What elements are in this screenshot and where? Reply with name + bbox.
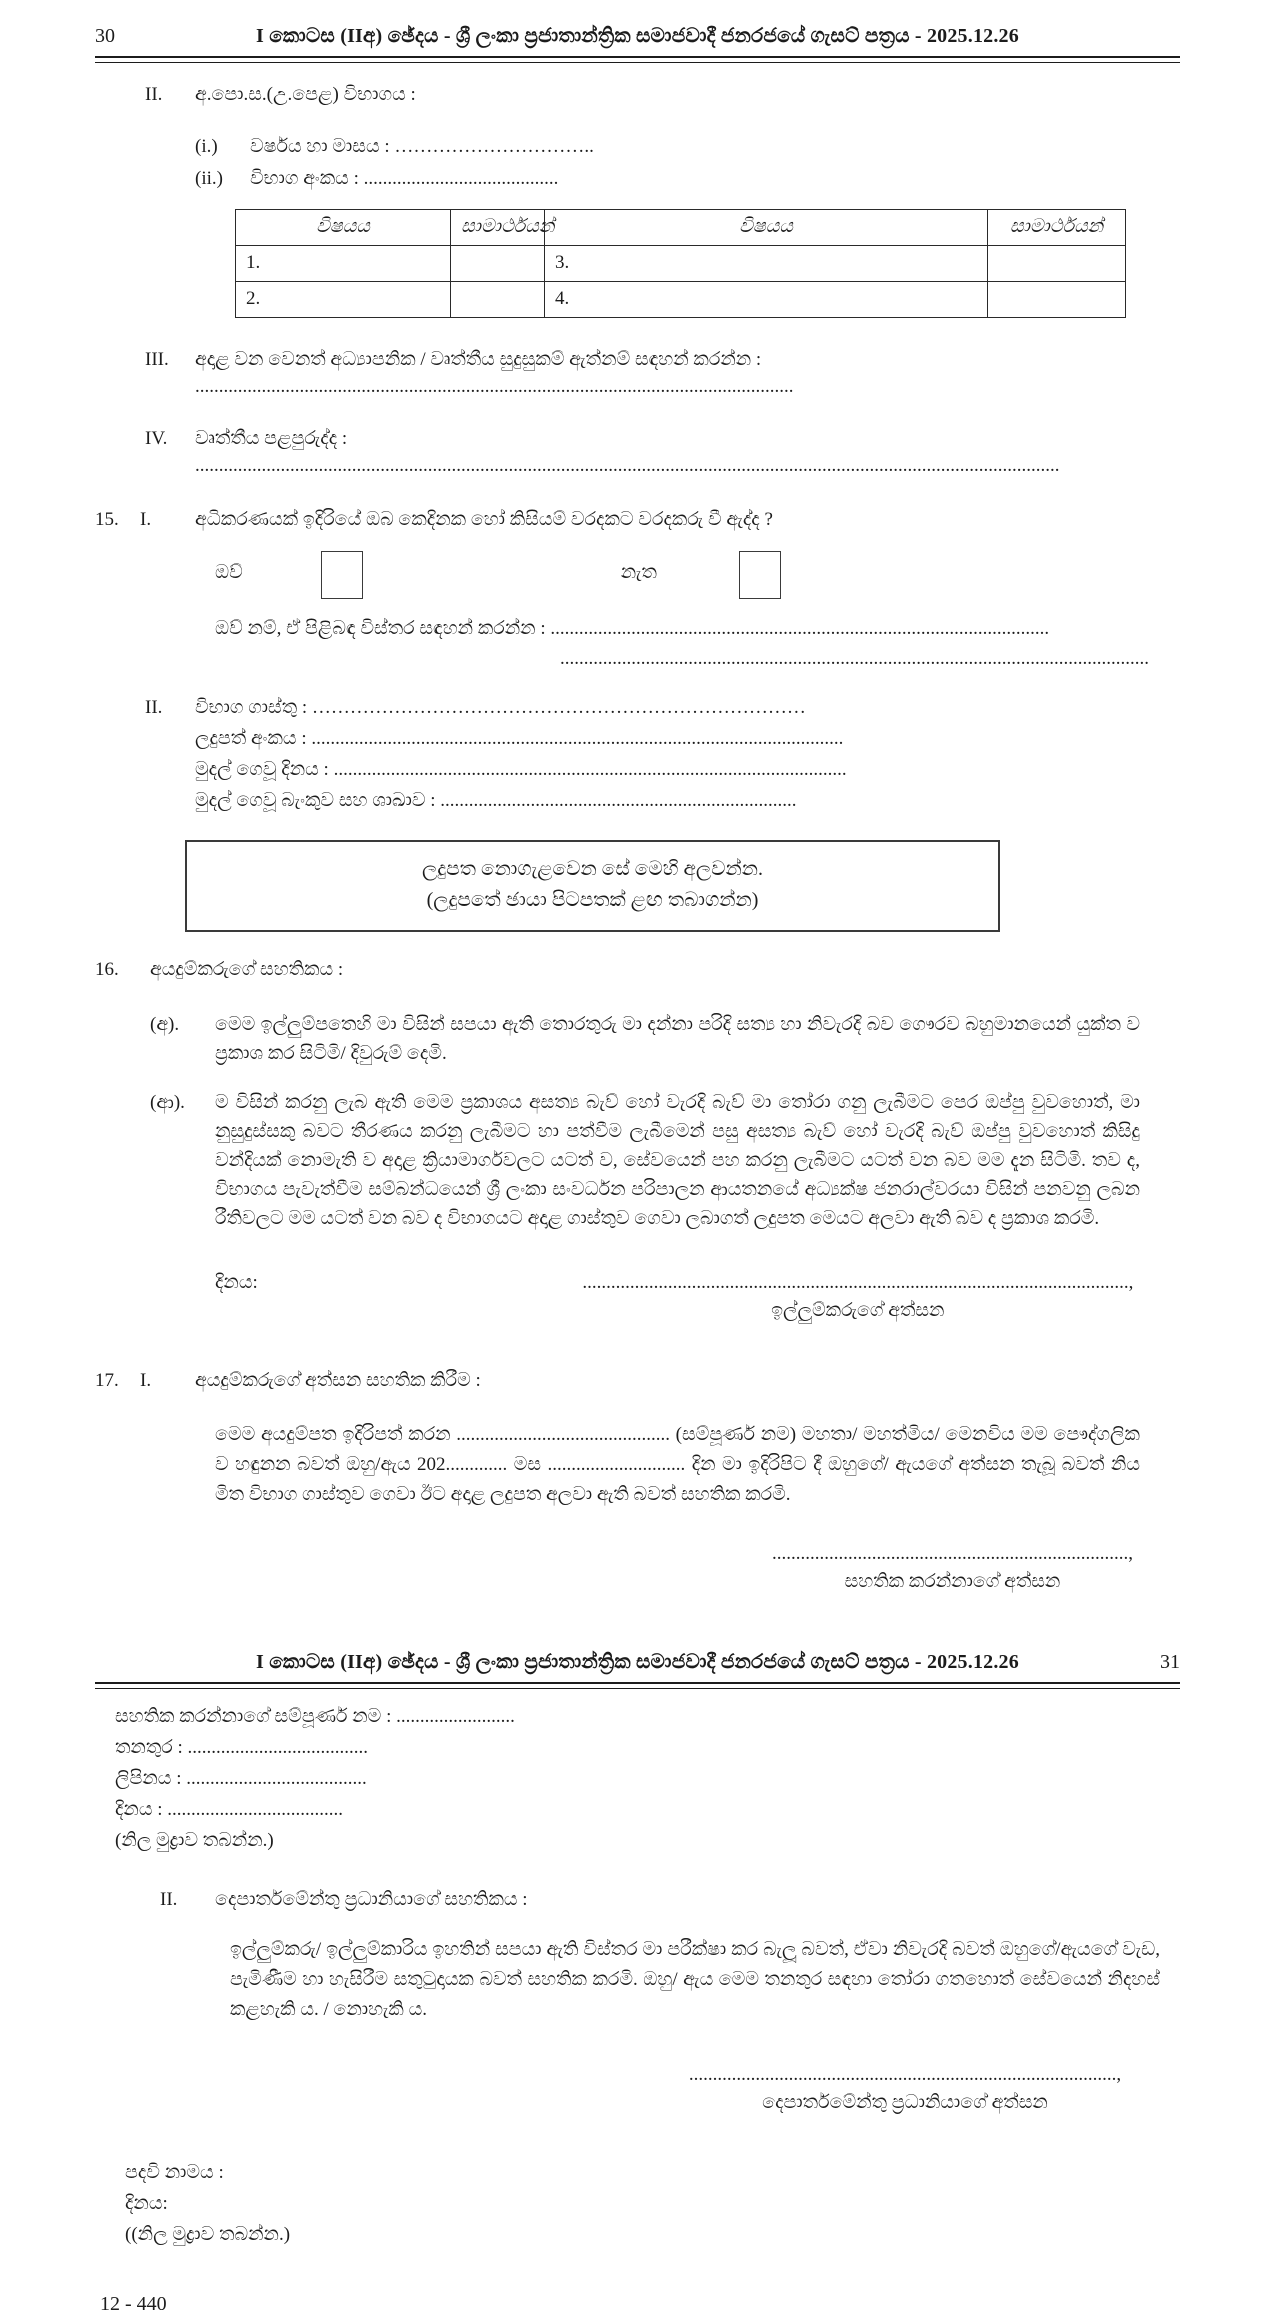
convicted-question: අධිකරණයක් ඉදිරියේ ඔබ කෙදිනක හෝ කිසියම් වරදකට වරදකරු වී ඇද්ද ?	[195, 508, 773, 530]
section-16-numeral: 16.	[95, 959, 119, 981]
page1-header	[95, 22, 1180, 51]
section-15-ii-numeral: II.	[145, 697, 163, 719]
payment-date-field: මුදල් ගෙවූ දිනය : ............................................................................................................	[195, 759, 847, 781]
cell-subject-1: 1.	[236, 245, 451, 281]
applicant-signature-line: ...................................................................................................................,	[582, 1272, 1134, 1294]
clause-a	[95, 1010, 1180, 1068]
payment-lines	[195, 692, 1180, 816]
section-17-heading	[95, 1367, 1180, 1395]
section-2-heading	[95, 81, 1180, 109]
gazette-reference-number: 12 - 440	[100, 2292, 167, 2315]
dept-seal-note: ((නිල මුද්‍රාව තබන්න.)	[125, 2223, 291, 2245]
clause-b	[95, 1088, 1180, 1233]
col-grade-2: සාමාර්ථයන්	[988, 209, 1126, 245]
official-seal-note: (නිල මුද්‍රාව තබන්න.)	[115, 1829, 274, 1851]
header2-rule	[95, 1682, 1180, 1689]
applicant-certificate-title: අයදුම්කරුගේ සහතිකය :	[150, 959, 344, 981]
section-2-numeral: II.	[145, 84, 163, 105]
col-subject-1: විෂයය	[236, 209, 451, 245]
designation-label: පදවි නාමය :	[125, 2161, 224, 2183]
section-17-i-numeral: I.	[140, 1369, 152, 1391]
applicant-signature-row	[95, 1269, 1180, 1325]
table-row	[236, 281, 1126, 317]
attestor-signature-line: ...........................................................................,	[772, 1543, 1133, 1565]
dept-head-certificate-title: දෙපාර්තමේන්තු ප්‍රධානියාගේ සහතිකය :	[215, 1888, 528, 1910]
paste-box-line1: ලදුපත නොගැළවෙන සේ මෙහි අලවන්න.	[422, 858, 763, 881]
section-4	[95, 425, 1180, 480]
item-ii-label: (ii.)	[195, 168, 223, 190]
professional-experience-field: වෘත්තීය පළපුරුද්ද : ......................................................................................................................................................................................	[195, 427, 1060, 477]
subjects-results-table	[235, 209, 1126, 318]
section-15-i-numeral: I.	[140, 508, 152, 530]
applicant-signature-block	[578, 1271, 1138, 1325]
dept-head-signature-block	[640, 2063, 1170, 2117]
dept-section-numeral: II.	[160, 1888, 178, 1910]
gazette-title-page1: I කොටස (IIඅ) ඡේදය - ශ්‍රී ලංකා ප්‍රජාතාන්ත්‍රික සමාජවාදී ජනරජයේ ගැසට් පත්‍රය - 2025.12.26	[256, 25, 1019, 47]
section-15-numeral: 15.	[95, 508, 119, 530]
section-4-numeral: IV.	[145, 427, 168, 449]
clause-a-label: (අ).	[150, 1014, 180, 1036]
section-3-numeral: III.	[145, 348, 169, 370]
cell-grade-3	[988, 245, 1126, 281]
item-i-label: (i.)	[195, 135, 218, 157]
table-row	[236, 245, 1126, 281]
section-2-title: අ.පො.ස.(උ.පෙළ) විභාගය :	[195, 84, 416, 105]
exam-fee-field: විභාග ගාස්තු : ……………………………………………………………………	[195, 697, 806, 719]
section-3	[95, 346, 1180, 401]
dept-footer-lines	[125, 2157, 1180, 2250]
section-15-ii	[95, 692, 1180, 816]
dept-head-paragraph: ඉල්ලුම්කරු/ ඉල්ලුම්කාරිය ඉහතින් සපයා ඇති විස්තර මා පරීක්ෂා කර බැලූ බවත්, ඒවා නිවැරදි බවත් ඔහුගේ/ඇයගේ වැඩ, පැමිණීම හා හැසිරීම සතුටුදායක බවත් සහතික කරමි. ඔහු/ ඇය මෙම තනතුර සඳහා තෝරා ගතහොත් සේවයෙන් නිදහස් කළහැකි ය. / නොහැකි ය.	[230, 1939, 1160, 2021]
details-if-yes-field-2: ............................................................................................................................	[560, 647, 1149, 669]
yes-label: ඔව්	[215, 562, 243, 584]
no-label: නැත	[620, 562, 657, 584]
details-if-yes-field: ඔව් නම්, ඒ පිළිබඳ විස්තර සඳහන් කරන්න : .........................................................................................................	[215, 618, 1050, 640]
attestor-signature-block	[715, 1542, 1190, 1596]
header1-rule	[95, 56, 1180, 63]
gazette-title-page2: I කොටස (IIඅ) ඡේදය - ශ්‍රී ලංකා ප්‍රජාතාන්ත්‍රික සමාජවාදී ජනරජයේ ගැසට් පත්‍රය - 2025.12.26	[256, 1650, 1019, 1673]
clause-b-text: ම විසින් කරනු ලැබ ඇති මෙම ප්‍රකාශය අසත්‍ය බැව් හෝ වැරදි බැව් මා තෝරා ගනු ලැබීමට පෙර ඔප්පු වුවහොත්, මා නුසුදුස්සකු බවට තීරණය කරනු ලැබීමට හා පත්වීම ලැබීමෙන් පසු අසත්‍ය බැව් හෝ වැරදි බැව් ඔප්පු වුවහොත් කිසිදු වන්දියක් නොමැති ව අදාළ ක්‍රියාමාර්ගවලට යටත් ව, සේවයෙන් පහ කරනු ලැබීමට යටත් වන බව මම දැන සිටිමි. තව ද, විභාගය පැවැත්වීම සම්බන්ධයෙන් ශ්‍රී ලංකා සංවර්ධන පරිපාලන ආයතනයේ අධ්‍යක්ෂ ජනරාල්වරයා විසින් පනවනු ලබන රීතිවලට මම යටත් වන බව ද විභාගයට අදාළ ගාස්තුව ගෙවා ලබාගත් ලදුපත මෙයට අලවා ඇති බව ද ප්‍රකාශ කරමි.	[215, 1092, 1140, 1230]
certifier-details	[115, 1701, 1180, 1856]
page2-number: 31	[1160, 1650, 1180, 1673]
clause-a-text: මෙම ඉල්ලුම්පතෙහි මා විසින් සපයා ඇති තොරතුරු මා දන්නා පරිදි සත්‍ය හා නිවැරදි බව ගෞරව බහුමානයෙන් යුක්ත ව ප්‍රකාශ කර සිටිමි/ දිවුරුම් දෙමි.	[215, 1014, 1140, 1065]
certifier-post-field: තනතුර : ......................................	[115, 1736, 369, 1758]
attestation-title: අයදුම්කරුගේ අත්සන සහතික කිරීම :	[195, 1369, 481, 1391]
cell-subject-2: 2.	[236, 281, 451, 317]
dept-date-label: දිනය:	[125, 2192, 168, 2214]
section-15-heading	[95, 506, 1180, 534]
exam-number-field: විභාග අංකය : .........................................	[250, 168, 559, 190]
receipt-number-field: ලදුපත් අංකය : ................................................................................................................	[195, 728, 844, 750]
col-grade-1: සාමාර්ථයන්	[451, 209, 545, 245]
no-checkbox[interactable]	[739, 551, 781, 599]
dept-head-signature-caption: දෙපාර්තමේන්තු ප්‍රධානියාගේ අත්සන	[762, 2092, 1048, 2114]
certifier-address-field: ලිපිනය : ......................................	[115, 1767, 367, 1789]
certifier-date-field: දිනය : .....................................	[115, 1798, 344, 1820]
cell-subject-3: 3.	[545, 245, 988, 281]
col-subject-2: විෂයය	[545, 209, 988, 245]
dept-head-heading	[95, 1886, 1180, 1914]
yes-no-row	[215, 551, 1180, 601]
cell-grade-4	[988, 281, 1126, 317]
cell-grade-1	[451, 245, 545, 281]
section-16-heading	[95, 956, 1180, 984]
clause-b-label: (ආ).	[150, 1092, 185, 1114]
bank-branch-field: මුදල් ගෙවූ බැංකුව සහ ශාඛාව : ...........................................................................	[195, 790, 797, 812]
date-label: දිනය:	[215, 1272, 258, 1294]
item-exam-number	[195, 165, 1180, 193]
cell-subject-4: 4.	[545, 281, 988, 317]
table-header-row	[236, 209, 1126, 245]
attestation-paragraph: මෙම අයදුම්පත ඉදිරිපත් කරන ............................................. (සම්පූර්ණ නම) මහතා/ මහත්මිය/ මෙනවිය මම පෞද්ගලිකව හඳුනන බවත් ඔහු/ඇය 202............. මස ............................. දින මා ඉදිරිපිට දී ඔහුගේ/ ඇයගේ අත්සන තැබූ බවත් නියමිත විභාග ගාස්තුව ගෙවා ඊට අදාළ ලදුපත අලවා ඇති බවත් සහතික කරමි.	[215, 1424, 1140, 1506]
cell-grade-2	[451, 281, 545, 317]
section-17-numeral: 17.	[95, 1369, 119, 1391]
certifier-name-field: සහතික කරන්නාගේ සම්පූර්ණ නම : .........................	[115, 1705, 515, 1727]
page2-header	[95, 1648, 1180, 1677]
other-qualifications-field: අදාළ වන වෙනත් අධ්‍යාපනික / වෘත්තීය සුදුසුකම් ඇත්නම් සඳහන් කරන්න : ..............................................................................................................................	[195, 348, 794, 398]
page1-number: 30	[95, 25, 115, 47]
yes-checkbox[interactable]	[321, 551, 363, 599]
attestor-signature-caption: සහතික කරන්නාගේ අත්සන	[844, 1571, 1061, 1593]
applicant-signature-caption: ඉල්ලුම්කරුගේ අත්සන	[771, 1300, 945, 1322]
item-year-month	[195, 133, 1180, 161]
year-month-field: වර්ෂය හා මාසය : …………………………..	[250, 135, 594, 157]
receipt-paste-box	[185, 840, 1000, 932]
paste-box-line2: (ලදුපතේ ඡායා පිටපතක් ළඟ තබාගන්න)	[426, 889, 759, 912]
dept-head-signature-line: ..........................................................................................,	[688, 2064, 1122, 2086]
